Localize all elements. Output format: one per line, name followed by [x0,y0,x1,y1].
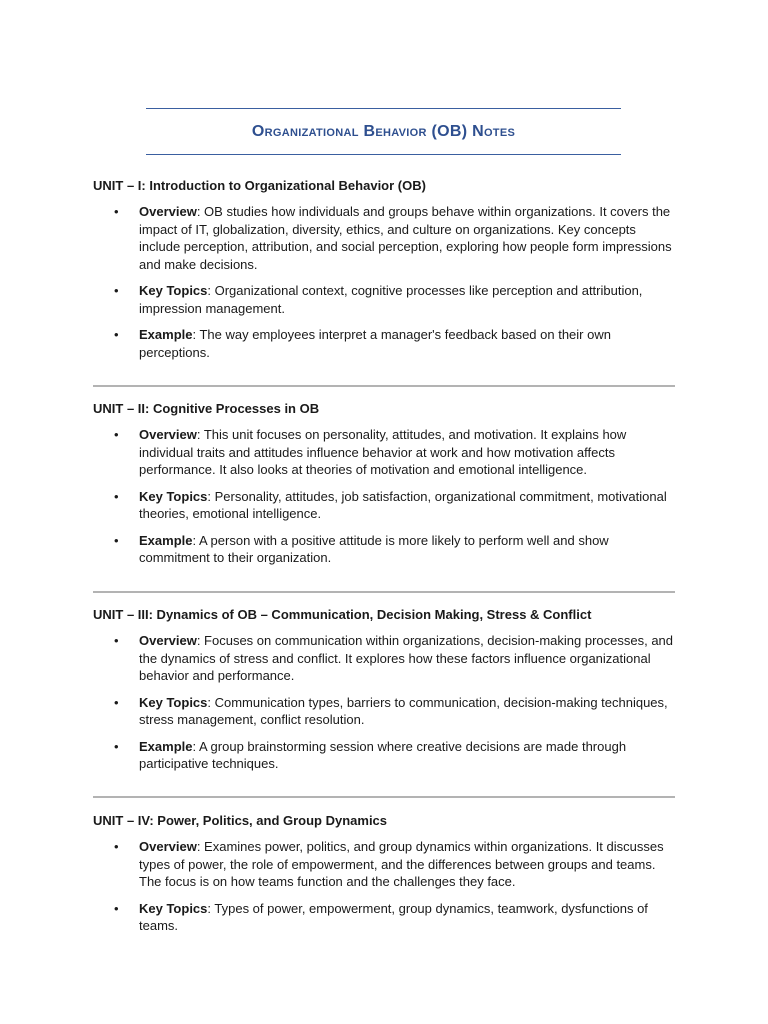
unit-1-heading: UNIT – I: Introduction to Organizational Behavior (OB) [93,178,426,193]
item-text: : A person with a positive attitude is more likely to perform well and show commitment to their organization. [139,532,609,565]
item-text: : Focuses on communication within organizations, decision-making processes, and the dynamics of stress and conflict. It explores how these factors influence organizational behavior and performance. [139,633,674,683]
section-divider [93,591,675,593]
list-item [93,426,675,479]
item-text: : Organizational context, cognitive processes like perception and attribution, impression management. [139,283,643,316]
item-text: : The way employees interpret a manager's feedback based on their own perceptions. [139,327,611,360]
list-item [93,488,675,523]
list-item [93,632,675,685]
item-text: : A group brainstorming session where creative decisions are made through participative techniques. [139,738,627,771]
item-term: Example [139,738,193,754]
item-term: Overview [139,839,197,854]
item-term: Key Topics [139,488,208,504]
item-text: : Personality, attitudes, job satisfaction, organizational commitment, motivational theories, emotional intelligence. [139,488,667,521]
item-text: : Communication types, barriers to communication, decision-making techniques, stress management, conflict resolution. [139,694,668,727]
title-bottom-rule [146,154,621,155]
bullet-icon: • [114,839,119,854]
unit-1-list [93,203,675,361]
unit-3-section [93,606,675,773]
document-title: Organizational Behavior (OB) Notes [251,123,516,140]
item-term: Overview [139,633,197,648]
bullet-icon: • [114,738,119,754]
item-term: Example [139,327,193,342]
bullet-icon: • [114,694,119,710]
item-term: Overview [139,204,197,219]
item-text: : Types of power, empowerment, group dynamics, teamwork, dysfunctions of teams. [139,900,648,933]
item-term: Key Topics [139,283,208,298]
bullet-icon: • [114,488,119,504]
unit-3-heading: UNIT – III: Dynamics of OB – Communication, Decision Making, Stress & Conflict [93,607,592,622]
list-item [93,326,675,361]
bullet-icon: • [114,427,119,442]
list-item [93,694,675,729]
list-item [93,282,675,317]
unit-2-list [93,426,675,567]
list-item [93,900,675,935]
bullet-icon: • [114,532,119,548]
unit-4-list [93,838,675,935]
bullet-icon: • [114,283,119,298]
bullet-icon: • [114,900,119,916]
section-divider [93,796,675,798]
unit-4-section [93,812,675,935]
title-block [146,108,621,155]
item-text: : OB studies how individuals and groups behave within organizations. It covers the impact of IT, globalization, diversity, ethics, and culture on organizations. Key concepts include perception, attribution, and social perception, exploring how people form impressions and make decisions. [139,204,672,272]
list-item [93,532,675,567]
unit-3-list [93,632,675,773]
list-item [93,738,675,773]
item-term: Key Topics [139,694,208,710]
list-item [93,203,675,273]
item-text: : Examines power, politics, and group dynamics within organizations. It discusses types of power, the role of empowerment, and the differences between groups and teams. The focus is on how teams function and the challenges they face. [139,839,664,889]
bullet-icon: • [114,633,119,648]
item-term: Key Topics [139,900,208,916]
list-item [93,838,675,891]
unit-4-heading: UNIT – IV: Power, Politics, and Group Dynamics [93,813,388,828]
item-term: Example [139,532,193,548]
section-divider [93,385,675,387]
bullet-icon: • [114,204,119,219]
unit-1-section [93,177,675,361]
unit-2-section [93,400,675,567]
item-text: : This unit focuses on personality, attitudes, and motivation. It explains how individual traits and attitudes influence behavior at work and how motivation affects performance. It also looks at theories of motivation and emotional intelligence. [139,427,627,477]
bullet-icon: • [114,327,119,342]
item-term: Overview [139,427,197,442]
unit-2-heading: UNIT – II: Cognitive Processes in OB [93,401,320,416]
